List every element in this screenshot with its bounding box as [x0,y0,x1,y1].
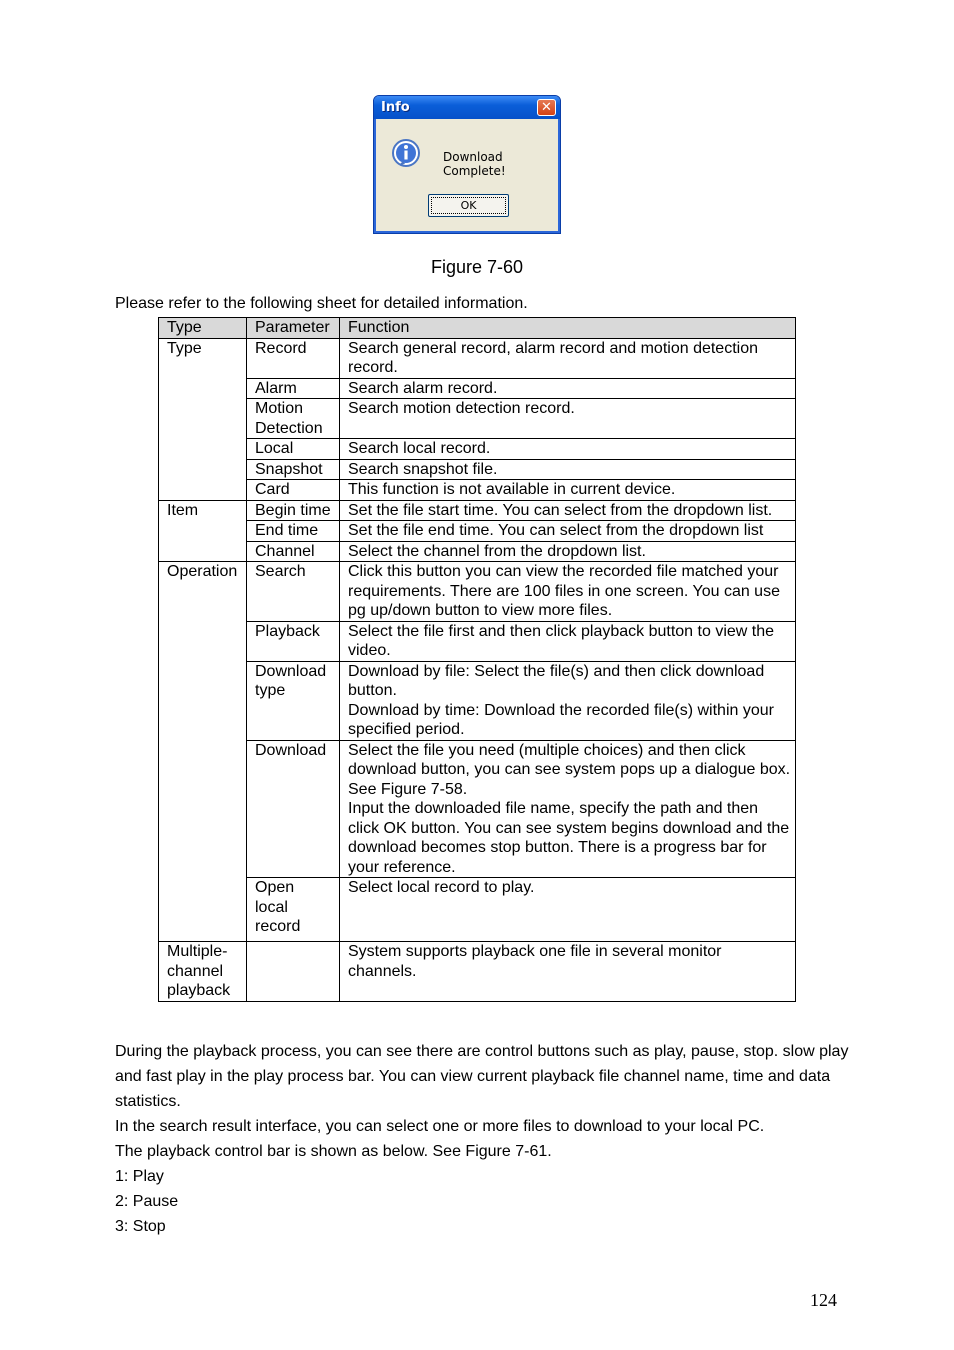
table-row [159,338,796,378]
table-row [159,378,796,399]
func-cell: Click this button you can view the recorded file matched your requirements. There are 100 files in one screen. You can use pg up/down button to view more files. [340,562,796,622]
func-cell: Select local record to play. [340,878,796,942]
table-row [159,661,796,740]
func-cell: Search local record. [340,439,796,460]
table-row [159,500,796,521]
figure-caption: Figure 7-60 [430,257,524,277]
parameter-table [158,317,796,1002]
param-cell: Motion Detection [247,399,340,439]
func-cell: Search general record, alarm record and motion detection record. [340,338,796,378]
dialog-message: Download Complete! [443,150,506,178]
param-cell: Open local record [247,878,340,942]
table-row [159,399,796,439]
table-header-row [159,318,796,339]
table-row [159,878,796,942]
header-function: Function [340,318,796,339]
param-cell: Alarm [247,378,340,399]
func-cell: Search motion detection record. [340,399,796,439]
list-item: 2: Pause [115,1193,179,1210]
ok-button[interactable] [428,194,509,217]
func-cell: Search snapshot file. [340,459,796,480]
intro-text: Please refer to the following sheet for detailed information. [115,295,528,312]
dialog-titlebar [374,96,560,119]
table-row [159,459,796,480]
param-cell: Download [247,740,340,878]
group-multi: Multiple-channel playback [159,942,247,1002]
ok-button-label: OK [431,197,506,214]
group-item: Item [159,500,247,562]
page-number: 124 [810,1290,837,1310]
table-row [159,439,796,460]
func-cell: Select the file first and then click playback button to view the video. [340,621,796,661]
param-cell: Playback [247,621,340,661]
paragraph-download: In the search result interface, you can select one or more files to download to your local PC. [115,1118,765,1135]
param-cell: Local [247,439,340,460]
table-row [159,521,796,542]
func-line: Download by file: Select the file(s) and then click download button. [348,662,765,699]
table-row [159,740,796,878]
func-cell: This function is not available in current device. [340,480,796,501]
dialog-title: Info [381,100,410,115]
table-row [159,480,796,501]
func-cell: System supports playback one file in several monitor channels. [340,942,796,1002]
paragraph-control-bar: The playback control bar is shown as below. See Figure 7-61. [115,1143,552,1160]
list-item: 1: Play [115,1168,164,1185]
group-operation: Operation [159,562,247,942]
param-cell: Card [247,480,340,501]
table-row [159,942,796,1002]
func-cell: Set the file start time. You can select from the dropdown list. [340,500,796,521]
func-cell [340,661,796,740]
func-line: Input the downloaded file name, specify the path and then click OK button. You can see system begins download and the download becomes stop button. There is a progress bar for your reference. [348,800,790,876]
table-row [159,562,796,622]
func-cell: Select the channel from the dropdown list. [340,541,796,562]
param-cell: Channel [247,541,340,562]
param-cell: Download type [247,661,340,740]
header-parameter: Parameter [247,318,340,339]
func-cell: Search alarm record. [340,378,796,399]
func-cell [340,740,796,878]
paragraph-playback: During the playback process, you can see there are control buttons such as play, pause, stop. slow play and fast play in the play process bar. You can view current playback file channel name, time and data statistics. [115,1043,849,1110]
table-row [159,541,796,562]
info-icon [391,139,421,169]
close-icon[interactable]: ✕ [537,99,556,116]
list-item: 3: Stop [115,1218,166,1235]
param-cell: Begin time [247,500,340,521]
param-cell: Snapshot [247,459,340,480]
func-cell: Set the file end time. You can select from the dropdown list [340,521,796,542]
param-cell: Record [247,338,340,378]
header-type: Type [159,318,247,339]
func-line: Select the file you need (multiple choices) and then click download button, you can see system pops up a dialogue box. See Figure 7-58. [348,741,791,798]
func-line: Download by time: Download the recorded file(s) within your specified period. [348,701,774,738]
info-dialog [373,95,561,234]
table-row [159,621,796,661]
dialog-body [377,119,557,230]
param-cell: Search [247,562,340,622]
param-cell [247,942,340,1002]
group-type: Type [159,338,247,500]
param-cell: End time [247,521,340,542]
